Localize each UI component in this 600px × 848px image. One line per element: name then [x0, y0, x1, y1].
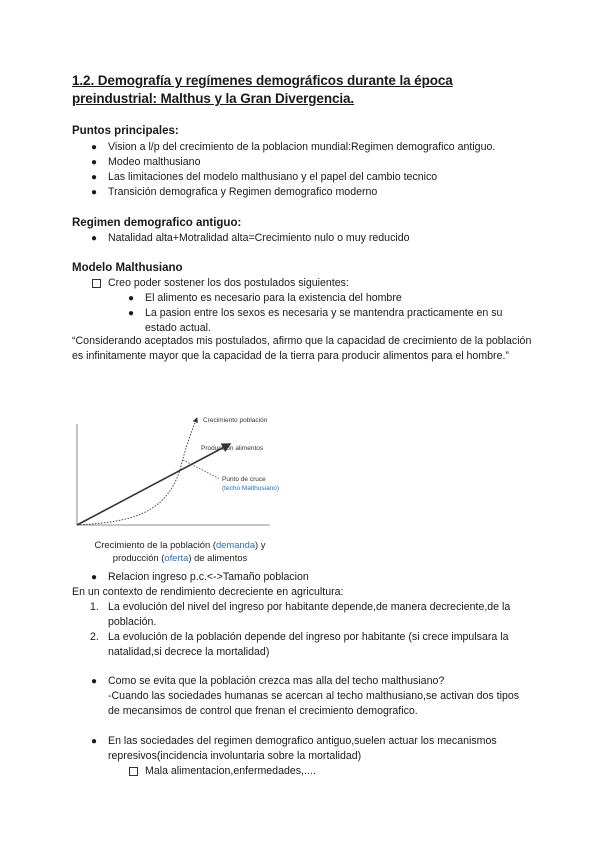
- list-item: La pasion entre los sexos es necesaria y se mantendra practicamente en su estado actual.: [145, 307, 503, 334]
- bullet-icon: ●: [91, 187, 98, 198]
- page-title: 1.2. Demografía y regímenes demográficos durante la época preindustrial: Malthus y la Gran Divergencia.: [72, 73, 453, 106]
- number-label: 2.: [90, 631, 99, 643]
- bullet-icon: ●: [91, 157, 98, 168]
- label-poblacion: Crecimiento población: [203, 417, 268, 424]
- list-item: En las sociedades del regimen demografico antiguo,suelen actuar los mecanismos represivos(incidencia involuntaria sobre la mortalidad): [108, 735, 497, 762]
- number-label: 1.: [90, 601, 99, 613]
- caption-mid: ) y producción (: [112, 539, 266, 563]
- list-item: Las limitaciones del modelo malthusiano y el papel del cambio tecnico: [108, 171, 438, 183]
- caption-post: ) de alimentos: [188, 552, 248, 563]
- regimen-heading: Regimen demografico antiguo:: [72, 217, 242, 229]
- list-item: Modeo malthusiano: [108, 156, 201, 168]
- question: Como se evita que la población crezca mas alla del techo malthusiano?: [108, 675, 445, 687]
- label-punto: Punto de cruce: [222, 476, 266, 483]
- bullet-icon: ●: [128, 293, 135, 304]
- malthus-figure: [70, 410, 310, 532]
- bullet-icon: ●: [91, 172, 98, 183]
- crossing-pointer: [183, 460, 220, 479]
- list-item: Vision a l/p del crecimiento de la poblacion mundial:Regimen demografico antiguo.: [108, 141, 496, 153]
- food-line: [77, 444, 230, 525]
- numbered-item: La evolución del nivel del ingreso por habitante depende,de manera decreciente,de la población.: [108, 601, 511, 628]
- caption-demanda: demanda: [215, 539, 256, 550]
- bullet-icon: ●: [91, 142, 98, 153]
- list-item: Natalidad alta+Motralidad alta=Crecimiento nulo o muy reducido: [108, 232, 410, 244]
- paragraph: En un contexto de rendimiento decreciente en agricultura:: [72, 586, 344, 598]
- puntos-heading: Puntos principales:: [72, 125, 179, 137]
- numbered-item: La evolución de la población depende del ingreso por habitante (si crece impulsara la natalidad,si decrece la mortalidad): [108, 631, 509, 658]
- checkbox[interactable]: [129, 767, 138, 776]
- bullet-icon: ●: [91, 233, 98, 244]
- caption-oferta: oferta: [164, 552, 189, 563]
- quote: “Considerando aceptados mis postulados, afirmo que la capacidad de crecimiento de la población es infinitamente mayor que la capacidad de la tierra para producir alimentos para el hombre.”: [72, 335, 532, 362]
- answer: -Cuando las sociedades humanas se acercan al techo malthusiano,se activan dos tipos de mecansimos de control que frenan el crecimiento demografico.: [108, 690, 520, 717]
- checkbox-label: Creo poder sostener los dos postulados siguientes:: [108, 277, 349, 289]
- label-techo: (techo Malthusiano): [222, 485, 280, 492]
- list-item: Relacion ingreso p.c.<->Tamaño poblacion: [108, 571, 309, 583]
- list-item: El alimento es necesario para la existencia del hombre: [145, 292, 402, 304]
- list-item: Transición demografica y Regimen demografico moderno: [108, 186, 378, 198]
- caption-pre: Crecimiento de la población (: [94, 539, 216, 550]
- bullet-icon: ●: [91, 736, 98, 747]
- checkbox[interactable]: [92, 279, 101, 288]
- label-produccion: Producción alimentos: [201, 445, 264, 452]
- bullet-icon: ●: [91, 676, 98, 687]
- figure-caption: [80, 538, 280, 564]
- bullet-icon: ●: [128, 308, 135, 319]
- checkbox-label: Mala alimentacion,enfermedades,....: [145, 765, 316, 777]
- bullet-icon: ●: [91, 572, 98, 583]
- modelo-heading: Modelo Malthusiano: [72, 262, 183, 274]
